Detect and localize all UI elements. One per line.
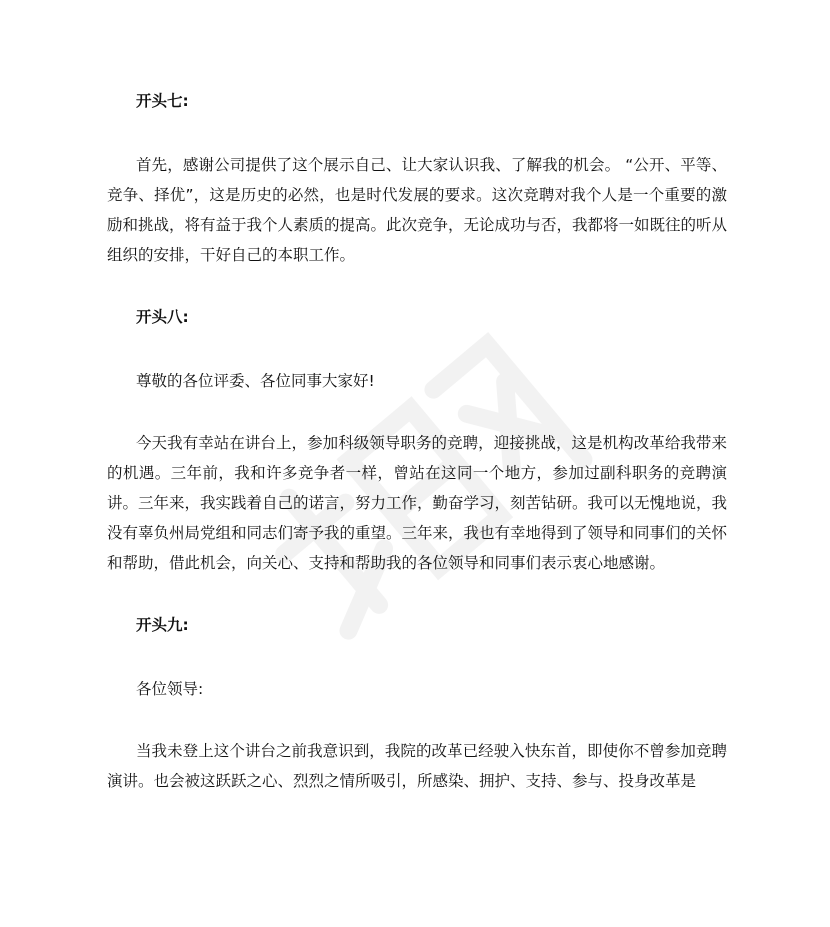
paragraph: 首先，感谢公司提供了这个展示自己、让大家认识我、了解我的机会。 “公开、平等、竞争、择优”，这是历史的必然，也是时代发展的要求。这次竞聘对我个人是一个重要的激励和挑战，将有益于我个人素质的提高。此次竞争，无论成功与否，我都将一如既往的听从组织的安排，干好自己的本职工作。 bbox=[107, 156, 728, 264]
greeting-line: 尊敬的各位评委、各位同事大家好! bbox=[136, 372, 375, 390]
greeting-line: 各位领导: bbox=[136, 680, 204, 698]
section-heading: 开头八: bbox=[136, 308, 189, 326]
paragraph: 当我未登上这个讲台之前我意识到，我院的改革已经驶入快东首，即使你不曾参加竞聘演讲。也会被这跃跃之心、烈烈之情所吸引，所感染、拥护、支持、参与、投身改革是 bbox=[107, 742, 727, 790]
section-heading: 开头七: bbox=[136, 92, 189, 110]
paragraph: 今天我有幸站在讲台上，参加科级领导职务的竞聘，迎接挑战，这是机构改革给我带来的机遇。三年前，我和许多竞争者一样，曾站在这同一个地方，参加过副科职务的竞聘演讲。三年来，我实践着自己的诺言，努力工作，勤奋学习，刻苦钻研。我可以无愧地说，我没有辜负州局党组和同志们寄予我的重望。三年来，我也有幸地得到了领导和同事们的关怀和帮助，借此机会，向关心、支持和帮助我的各位领导和同事们表示衷心地感谢。 bbox=[107, 434, 728, 572]
section-heading: 开头九: bbox=[136, 616, 189, 634]
document-body bbox=[107, 86, 727, 796]
